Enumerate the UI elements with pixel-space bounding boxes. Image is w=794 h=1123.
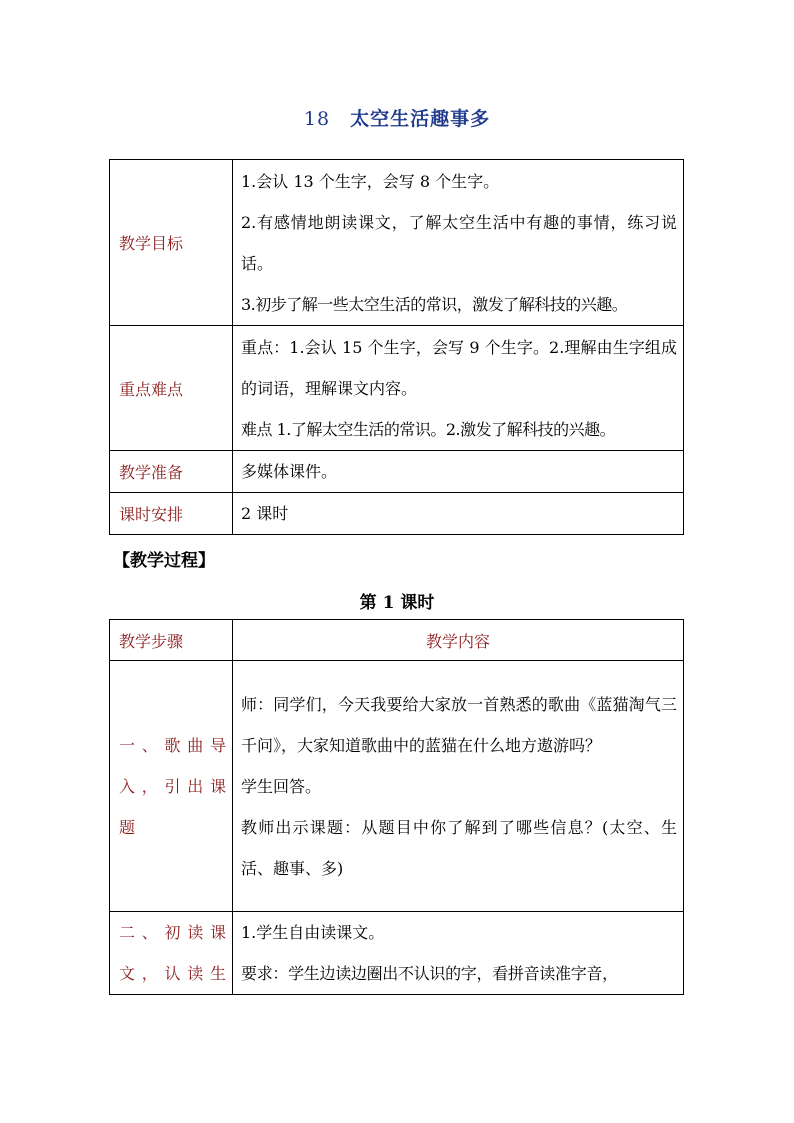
preparation-content: 多媒体课件。 bbox=[233, 451, 684, 493]
step-line: 二、初读课 bbox=[119, 923, 226, 942]
step-line: 题 bbox=[119, 817, 136, 837]
table-row bbox=[110, 493, 684, 535]
step-label bbox=[110, 661, 233, 912]
content-line: 要求：学生边读边圈出不认识的字，看拼音读准字音， bbox=[241, 964, 618, 983]
content-line: 1.学生自由读课文。 bbox=[241, 923, 385, 942]
content-line: 教师出示课题：从题目中你了解到了哪些信息？(太空、生活、趣事、多) bbox=[241, 817, 677, 878]
key-line: 难点 1.了解太空生活的常识。2.激发了解科技的兴趣。 bbox=[241, 419, 616, 439]
goal-content bbox=[233, 160, 684, 326]
process-table bbox=[109, 619, 684, 995]
step-content bbox=[233, 912, 684, 995]
step-line: 入，引出课 bbox=[119, 776, 226, 796]
table-row bbox=[110, 326, 684, 451]
content-line: 师：同学们，今天我要给大家放一首熟悉的歌曲《蓝猫淘气三千问》，大家知道歌曲中的蓝猫在什么地方遨游吗？ bbox=[241, 694, 677, 755]
schedule-label: 课时安排 bbox=[110, 493, 233, 535]
step-content bbox=[233, 661, 684, 912]
schedule-content: 2 课时 bbox=[233, 493, 684, 535]
key-points-content bbox=[233, 326, 684, 451]
lesson-number: 18 bbox=[303, 108, 331, 130]
goal-line: 2.有感情地朗读课文，了解太空生活中有趣的事情，练习说话。 bbox=[241, 212, 677, 273]
goal-line: 1.会认 13 个生字，会写 8 个生字。 bbox=[241, 171, 500, 191]
header-step: 教学步骤 bbox=[110, 620, 233, 661]
overview-table bbox=[109, 159, 684, 535]
step-label bbox=[110, 912, 233, 995]
content-line: 学生回答。 bbox=[241, 776, 322, 796]
step-line: 一、歌曲导 bbox=[119, 735, 226, 755]
step-line: 文，认读生 bbox=[119, 964, 226, 983]
table-row bbox=[110, 661, 684, 912]
page-title bbox=[0, 104, 794, 131]
table-row bbox=[110, 160, 684, 326]
preparation-label: 教学准备 bbox=[110, 451, 233, 493]
goal-label: 教学目标 bbox=[110, 160, 233, 326]
table-row bbox=[110, 912, 684, 995]
lesson-title-text: 太空生活趣事多 bbox=[350, 108, 491, 130]
lesson-period-title: 第 1 课时 bbox=[359, 593, 435, 613]
header-content: 教学内容 bbox=[233, 620, 684, 661]
goal-line: 3.初步了解一些太空生活的常识，激发了解科技的兴趣。 bbox=[241, 294, 628, 314]
table-row bbox=[110, 451, 684, 493]
key-line: 重点：1.会认 15 个生字，会写 9 个生字。2.理解由生字组成的词语，理解课文内容。 bbox=[241, 337, 677, 398]
process-heading: 【教学过程】 bbox=[113, 551, 215, 571]
table-header-row bbox=[110, 620, 684, 661]
key-points-label: 重点难点 bbox=[110, 326, 233, 451]
